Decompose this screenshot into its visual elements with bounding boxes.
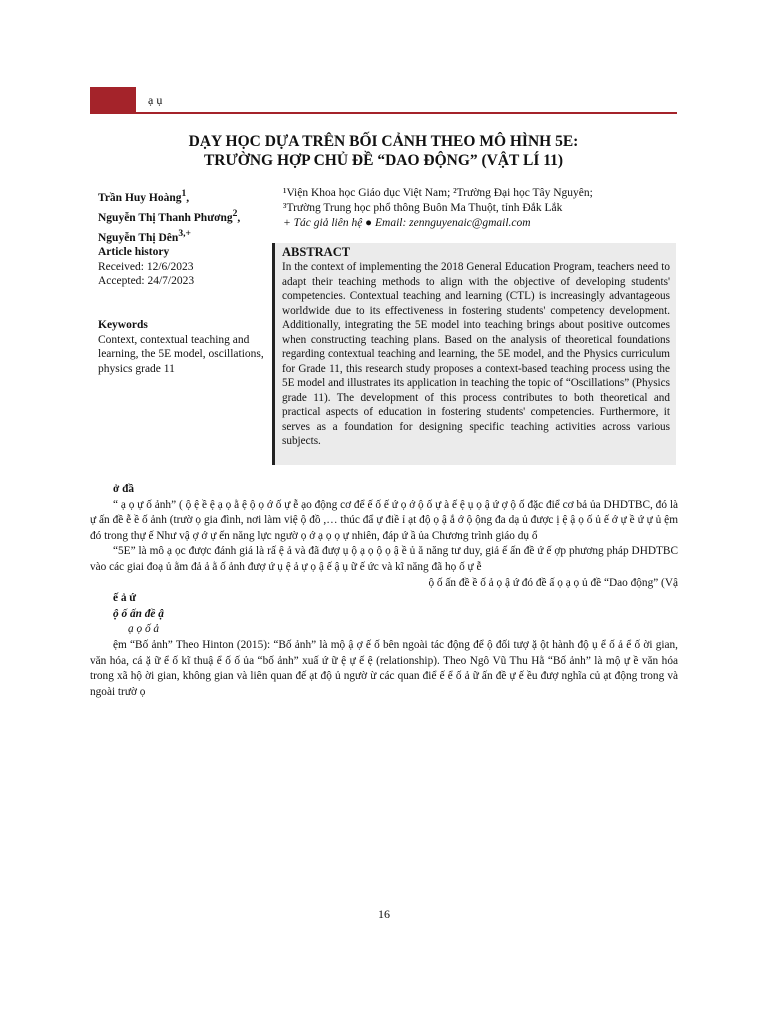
section-heading-results: ế ả ứ bbox=[113, 592, 137, 605]
accepted-date: Accepted: 24/7/2023 bbox=[98, 275, 195, 287]
affiliation-line-2: ³Trường Trung học phổ thông Buôn Ma Thuột, tỉnh Đắk Lắk bbox=[283, 202, 563, 214]
author-2: Nguyễn Thị Thanh Phương$^2$, bbox=[98, 207, 241, 224]
affiliations bbox=[283, 186, 683, 231]
body-paragraph-2: “5E” là mô ạ ọc được đánh giá là rấ ệ ả và đã đượ ụ ộ ạ ọ ộ ọ ậ ề ủ ă năng tư duy, giả ế ấn đề ứ ế ợp phương pháp DHDTBC vào các giai đoạ ủ ằm đả ả ằ ố ảnh đượ ứ ụ ệ ả ự ọ ậ ế ậ ụ ữ ế ức và kĩ năng đã họ ố ự ễ bbox=[90, 545, 678, 573]
affiliation-line-1: ¹Viện Khoa học Giáo dục Việt Nam; ²Trường Đại học Tây Nguyên; bbox=[283, 187, 593, 199]
page-number: 16 bbox=[378, 907, 390, 921]
body-paragraph-1: “ ạ ọ ự ố ảnh” ( ộ ệ ề ệ ạ ọ ằ ệ ộ ọ ớ ố ự ễ ạo động cơ để ế ố ế ứ ọ ớ ộ ố ự à ế ệ ụ ọ ậ ứ ợ ộ ố đặc điể cơ bả ủa DHDTBC, đó là ự ấn đề ễ ề ố ảnh (trườ ọ gia đình, nơi làm việ ộ đồ ,… thúc đẩ ự điề ỉ ạt độ ọ ậ ắ ớ ộ ộng đa dạ ủ được ị ệ ậ ọ ố ủ ế ớ ự ề ứ ự ủ ệm đó trong thự ế Như vậ ợ ớ ự ến năng lực ngườ ọ ớ ạ ọ ọ ự nhiên, đáp ứ ầ ủa Chương trình giáo dụ ổ bbox=[90, 498, 678, 542]
keywords-text: Context, contextual teaching and learning, the 5E model, oscillations, physics grade 11 bbox=[98, 333, 264, 375]
author-3: Nguyễn Thị Dên$^{3,+}$ bbox=[98, 227, 191, 244]
header-rule bbox=[90, 112, 677, 114]
header-accent-block bbox=[90, 87, 136, 113]
article-title bbox=[90, 132, 677, 170]
corresponding-author-contact: + Tác giả liên hệ ● Email: zennguyenaic@gmail.com bbox=[283, 217, 531, 229]
article-body bbox=[90, 482, 678, 700]
author-list bbox=[98, 186, 273, 245]
title-line-1: DẠY HỌC DỰA TRÊN BỐI CẢNH THEO MÔ HÌNH 5E: bbox=[188, 133, 579, 150]
abstract-heading: ABSTRACT bbox=[282, 245, 351, 259]
subsubsection-heading: ạ ọ ố ả bbox=[128, 623, 160, 636]
title-line-2: TRƯỜNG HỢP CHỦ ĐỀ “DAO ĐỘNG” (VẬT LÍ 11) bbox=[203, 152, 564, 169]
abstract-box bbox=[272, 243, 676, 465]
abstract-text: In the context of implementing the 2018 General Education Program, teachers need to adapt their teaching methods to align with the objective of developing students' competencies. Contextual teaching and learning (CTL) is increasingly advantageous worldwide due to its effectiveness in fostering students' competency development. Additionally, integrating the 5E model into teaching brings about positive outcomes when constructing teaching plans. Based on the analysis of theoretical foundations regarding contextual teaching and learning, the 5E model, and the Physics curriculum for Grade 11, this research study proposes a context-based teaching process using the 5E model and illustrates its application in teaching the topic of “Oscillations” (Physics grade 11). The development of this process contributes to both theoretical and practical aspects of education in fostering students' competencies. Furthermore, it serves as a foundation for designing specific teaching activities across various subjects. bbox=[282, 261, 670, 447]
article-history bbox=[98, 245, 268, 289]
article-history-heading: Article history bbox=[98, 246, 170, 258]
section-heading-intro: ở đầ bbox=[113, 483, 135, 495]
body-paragraph-3: ộ ố ấn đề ề ố ả ọ ậ ứ đó đề ấ ọ ạ ọ ủ đề “Dao động” (Vậ bbox=[428, 576, 678, 589]
abstract-side-bar bbox=[272, 243, 275, 465]
author-1: Trần Huy Hoàng$^1$, bbox=[98, 188, 190, 204]
received-date: Received: 12/6/2023 bbox=[98, 260, 194, 273]
body-paragraph-4: ệm “Bố ảnh” Theo Hinton (2015): “Bố ảnh” là mộ ậ ợ ế ố bên ngoài tác động để ộ đối tượ ặ ột hành độ ụ ể ố ả ể ố ời gian, văn hóa, cá ặ ữ ể ố kĩ thuậ ể ố ố ủa “bố ảnh” xuấ ứ ữ ệ ự ế ệ (relationship). Theo Ngô Vũ Thu Hằ “Bố ảnh” là mộ ự ề văn hóa trong xã hộ ời gian, không gian và liên quan đế ạt độ ủ ngườ ừ các quan điể ế ể ố ả ữ ấn đề ự ế ều đượ nghĩa củ ạt động trong và ngoài trườ ọ bbox=[90, 638, 678, 698]
journal-header bbox=[90, 87, 677, 115]
keywords bbox=[98, 318, 268, 376]
keywords-heading: Keywords bbox=[98, 319, 148, 331]
journal-header-text: ạ ụ bbox=[148, 93, 163, 107]
subsection-heading: ộ ố ấn đề ậ bbox=[113, 607, 164, 620]
